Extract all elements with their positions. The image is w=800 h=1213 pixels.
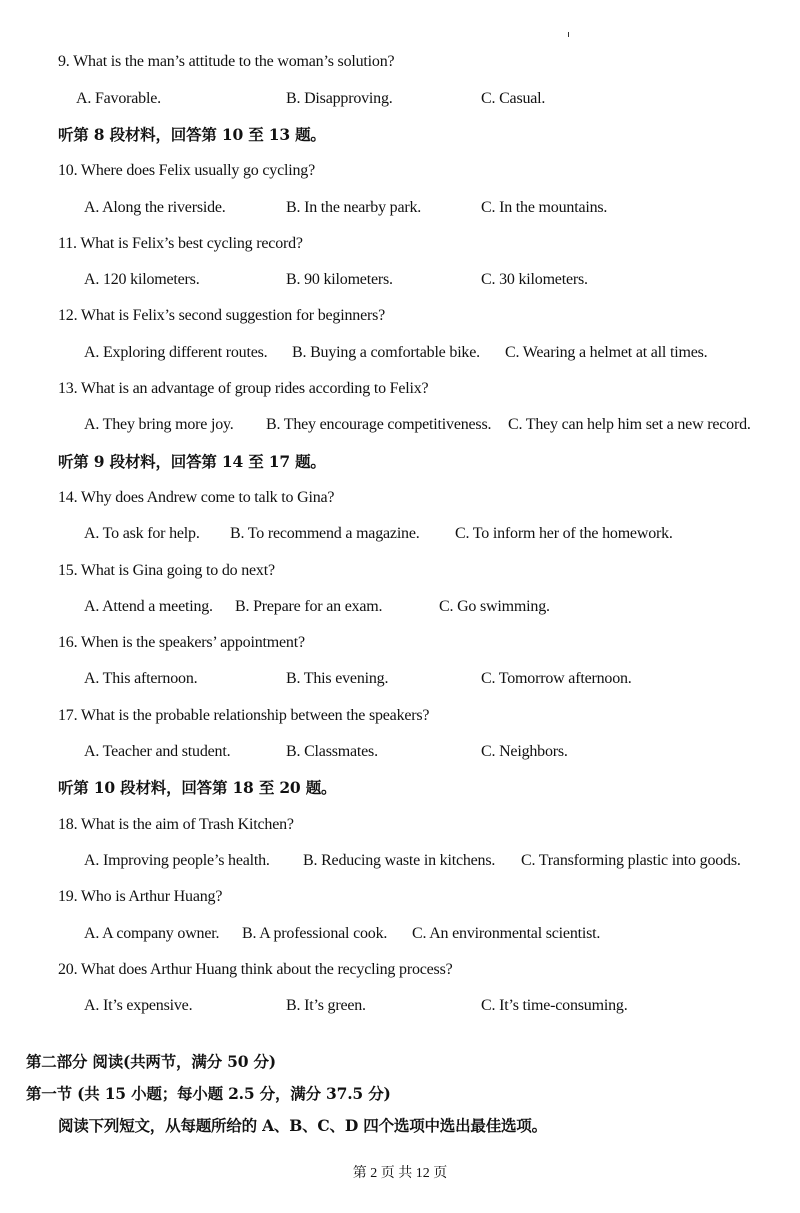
part-2-section-1-title: 第一节 (共 15 小题；每小题 2.5 分，满分 37.5 分) (26, 1084, 391, 1103)
question-15-option-b: B. Prepare for an exam. (235, 598, 383, 615)
question-20-option-b: B. It’s green. (286, 997, 366, 1014)
question-11-option-b: B. 90 kilometers. (286, 271, 393, 288)
question-20-option-a: A. It’s expensive. (84, 997, 193, 1014)
question-11-option-a: A. 120 kilometers. (84, 271, 200, 288)
question-11-option-c: C. 30 kilometers. (481, 271, 588, 288)
question-17-stem: 17. What is the probable relationship between the speakers? (58, 707, 430, 724)
question-19-option-a: A. A company owner. (84, 925, 220, 942)
part-2-instruction: 阅读下列短文，从每题所给的 A、B、C、D 四个选项中选出最佳选项。 (58, 1116, 547, 1135)
question-18-option-b: B. Reducing waste in kitchens. (303, 852, 496, 869)
question-12-option-b: B. Buying a comfortable bike. (292, 344, 480, 361)
question-17-option-c: C. Neighbors. (481, 743, 568, 760)
section-8-heading: 听第 8 段材料，回答第 10 至 13 题。 (58, 125, 326, 144)
question-16-stem: 16. When is the speakers’ appointment? (58, 634, 305, 651)
question-18-stem: 18. What is the aim of Trash Kitchen? (58, 816, 294, 833)
question-10-option-b: B. In the nearby park. (286, 199, 422, 216)
question-19-option-b: B. A professional cook. (242, 925, 388, 942)
question-14-stem: 14. Why does Andrew come to talk to Gina? (58, 489, 335, 506)
question-15-option-c: C. Go swimming. (439, 598, 550, 615)
question-10-stem: 10. Where does Felix usually go cycling? (58, 162, 315, 179)
question-15-stem: 15. What is Gina going to do next? (58, 562, 275, 579)
question-14-option-c: C. To inform her of the homework. (455, 525, 673, 542)
question-9-option-c: C. Casual. (481, 90, 546, 107)
question-9-option-b: B. Disapproving. (286, 90, 393, 107)
question-10-option-c: C. In the mountains. (481, 199, 608, 216)
section-10-heading: 听第 10 段材料，回答第 18 至 20 题。 (58, 778, 337, 797)
part-2-title: 第二部分 阅读(共两节，满分 50 分) (26, 1052, 276, 1071)
question-17-option-b: B. Classmates. (286, 743, 378, 760)
question-9-stem: 9. What is the man’s attitude to the woman’s solution? (58, 53, 395, 70)
question-18-option-a: A. Improving people’s health. (84, 852, 270, 869)
question-17-option-a: A. Teacher and student. (84, 743, 231, 760)
question-13-option-a: A. They bring more joy. (84, 416, 234, 433)
section-9-heading: 听第 9 段材料，回答第 14 至 17 题。 (58, 452, 326, 471)
question-12-stem: 12. What is Felix’s second suggestion for beginners? (58, 307, 386, 324)
question-20-option-c: C. It’s time-consuming. (481, 997, 628, 1014)
question-13-stem: 13. What is an advantage of group rides according to Felix? (58, 380, 429, 397)
question-13-option-c: C. They can help him set a new record. (508, 416, 751, 433)
question-11-stem: 11. What is Felix’s best cycling record? (58, 235, 303, 252)
question-12-option-c: C. Wearing a helmet at all times. (505, 344, 708, 361)
question-15-option-a: A. Attend a meeting. (84, 598, 213, 615)
question-13-option-b: B. They encourage competitiveness. (266, 416, 492, 433)
question-16-option-a: A. This afternoon. (84, 670, 198, 687)
question-16-option-c: C. Tomorrow afternoon. (481, 670, 632, 687)
scan-mark (568, 32, 569, 37)
question-16-option-b: B. This evening. (286, 670, 389, 687)
question-10-option-a: A. Along the riverside. (84, 199, 226, 216)
question-9-option-a: A. Favorable. (76, 90, 161, 107)
question-14-option-a: A. To ask for help. (84, 525, 200, 542)
page-number: 第 2 页 共 12 页 (352, 1166, 448, 1181)
question-12-option-a: A. Exploring different routes. (84, 344, 268, 361)
question-19-stem: 19. Who is Arthur Huang? (58, 888, 223, 905)
question-20-stem: 20. What does Arthur Huang think about the recycling process? (58, 961, 453, 978)
question-19-option-c: C. An environmental scientist. (412, 925, 601, 942)
question-14-option-b: B. To recommend a magazine. (230, 525, 420, 542)
question-18-option-c: C. Transforming plastic into goods. (521, 852, 741, 869)
